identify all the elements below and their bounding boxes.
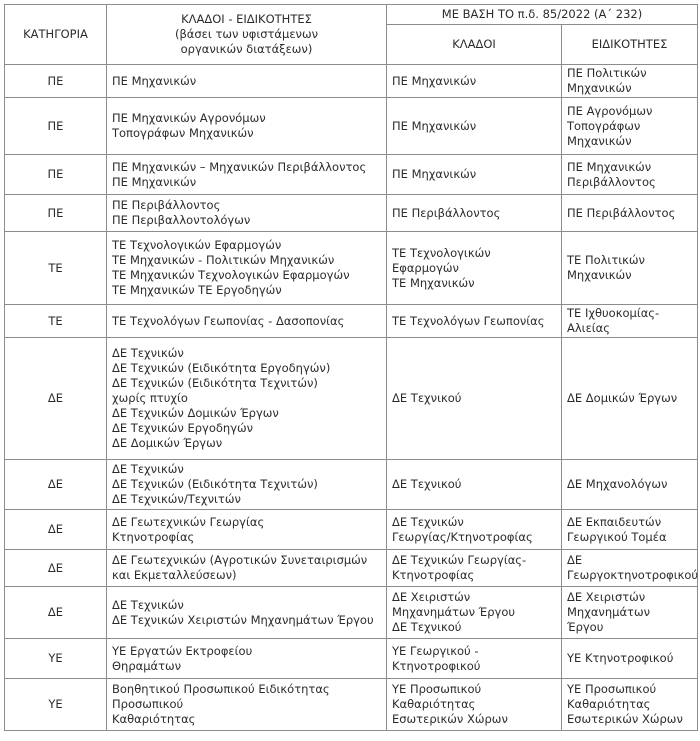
existing-branches-cell — [107, 679, 387, 731]
existing-line: ΠΕ Μηχανικών — [112, 174, 197, 189]
specialty-line: Μηχανικών — [567, 81, 632, 95]
existing-line: ΔΕ Τεχνικών Δομικών Έργων — [112, 406, 279, 420]
table-row — [5, 65, 698, 98]
specialty-line: ΤΕ Ιχθυοκομίας- — [567, 306, 660, 320]
specialty-line: ΥΕ Προσωπικού — [567, 682, 657, 696]
new-specialty-cell — [562, 65, 698, 98]
header-existing-subtitle: (βάσει των υφιστάμενων — [174, 27, 319, 41]
new-branch-cell — [387, 639, 562, 679]
existing-line: ΠΕ Περιβάλλοντος — [112, 198, 221, 212]
existing-line: ΠΕ Περιβαλλοντολόγων — [112, 213, 251, 227]
new-branch-cell — [387, 195, 562, 232]
header-new-branches: ΚΛΑΔΟΙ — [387, 25, 562, 65]
existing-line: ΔΕ Τεχνικών (Ειδικότητα Τεχνιτών) — [112, 477, 318, 491]
new-specialty-cell — [562, 460, 698, 510]
existing-branches-cell — [107, 65, 387, 98]
specialty-line: Μηχανικών — [567, 133, 632, 148]
branch-line: Γεωργίας/Κτηνοτροφίας — [392, 529, 533, 544]
existing-line: ΔΕ Τεχνικών — [112, 597, 184, 612]
existing-branches-cell — [107, 510, 387, 550]
branch-line: Εφαρμογών — [392, 260, 459, 275]
existing-branches-cell — [107, 639, 387, 679]
specialty-line: Μηχανημάτων — [567, 605, 651, 619]
new-branch-cell — [387, 510, 562, 550]
specialty-line: ΔΕ Εκπαιδευτών — [567, 514, 662, 529]
specialty-line: Μηχανικών — [567, 268, 632, 282]
new-specialty-cell — [562, 550, 698, 587]
branch-line: Εσωτερικών Χώρων — [392, 712, 508, 726]
existing-line: ΤΕ Μηχανικών - Πολιτικών Μηχανικών — [112, 253, 335, 267]
header-new-specialties: ΕΙΔΙΚΟΤΗΤΕΣ — [562, 25, 698, 65]
table-row — [5, 550, 698, 587]
category-cell: ΠΕ — [5, 195, 107, 232]
new-branch-cell — [387, 65, 562, 98]
table-row — [5, 155, 698, 195]
new-specialty-cell — [562, 155, 698, 195]
existing-line: Προσωπικού — [112, 697, 184, 711]
new-branch-cell — [387, 155, 562, 195]
table-row — [5, 338, 698, 460]
existing-line: χωρίς πτυχίο — [112, 391, 188, 405]
category-cell: ΔΕ — [5, 460, 107, 510]
branch-line: ΥΕ Γεωργικού - — [392, 643, 479, 658]
specialty-line: Αλιείας — [567, 321, 611, 335]
new-specialty-cell — [562, 98, 698, 155]
existing-line: ΔΕ Γεωτεχνικών (Αγροτικών Συνεταιρισμών — [112, 553, 368, 567]
existing-line: ΠΕ Μηχανικών — [112, 73, 197, 88]
branch-line: Καθαριότητας — [392, 697, 476, 711]
existing-line: ΔΕ Τεχνικών Χειριστών Μηχανημάτων Έργου — [112, 612, 374, 627]
specialty-line: ΠΕ Περιβάλλοντος — [567, 205, 676, 220]
branch-line: ΤΕ Τεχνολόγων Γεωπονίας — [392, 313, 545, 328]
existing-line: ΔΕ Τεχνικών Εργοδηγών — [112, 421, 254, 435]
new-specialty-cell — [562, 679, 698, 731]
header-new-title: ΜΕ ΒΑΣΗ ΤΟ π.δ. 85/2022 (Α΄ 232) — [387, 5, 698, 25]
specialty-line: ΔΕ Μηχανολόγων — [567, 477, 668, 491]
category-cell: ΥΕ — [5, 679, 107, 731]
table-header — [5, 5, 698, 65]
table-row — [5, 305, 698, 338]
new-specialty-cell — [562, 338, 698, 460]
category-cell: ΠΕ — [5, 155, 107, 195]
specialty-line: ΠΕ Αγρονόμων — [567, 103, 653, 118]
existing-line: ΤΕ Τεχνολόγων Γεωπονίας - Δασοπονίας — [112, 313, 345, 328]
header-existing — [107, 5, 387, 65]
branch-line: Μηχανημάτων Έργου — [392, 605, 516, 619]
existing-branches-cell — [107, 550, 387, 587]
existing-line: ΤΕ Μηχανικών ΤΕ Εργοδηγών — [112, 283, 282, 297]
existing-branches-cell — [107, 305, 387, 338]
specialty-line: ΔΕ Χειριστών — [567, 590, 646, 604]
new-branch-cell — [387, 338, 562, 460]
new-specialty-cell — [562, 232, 698, 305]
category-cell: ΠΕ — [5, 65, 107, 98]
table-row — [5, 510, 698, 550]
table-row — [5, 587, 698, 639]
specialty-line: ΤΕ Πολιτικών — [567, 253, 645, 267]
new-specialty-cell — [562, 510, 698, 550]
category-cell: ΤΕ — [5, 232, 107, 305]
existing-branches-cell — [107, 587, 387, 639]
existing-line: ΔΕ Τεχνικών — [112, 346, 184, 360]
existing-line: Καθαριότητας — [112, 712, 196, 726]
branch-line: ΤΕ Μηχανικών — [392, 275, 475, 290]
specialties-mapping-table — [4, 4, 698, 731]
table-row — [5, 639, 698, 679]
new-branch-cell — [387, 679, 562, 731]
table-row — [5, 460, 698, 510]
branch-line: ΤΕ Τεχνολογικών — [392, 245, 491, 260]
new-branch-cell — [387, 587, 562, 639]
branch-line: Κτηνοτροφικού — [392, 658, 481, 673]
existing-line: ΤΕ Μηχανικών Τεχνολογικών Εφαρμογών — [112, 268, 350, 282]
table-body — [5, 65, 698, 731]
branch-line: ΥΕ Προσωπικού — [392, 682, 482, 696]
specialty-line: Γεωργικού Τομέα — [567, 529, 667, 544]
existing-line: ΔΕ Τεχνικών — [112, 462, 184, 476]
existing-line: Τοπογράφων Μηχανικών — [112, 126, 254, 140]
specialty-line: Τοπογράφων — [567, 118, 641, 133]
new-specialty-cell — [562, 587, 698, 639]
branch-line: ΔΕ Τεχνικού — [392, 477, 462, 491]
existing-line: Κτηνοτροφίας — [112, 529, 195, 544]
specialty-line: Έργου — [567, 620, 604, 634]
branch-line: ΠΕ Μηχανικών — [392, 73, 477, 88]
new-branch-cell — [387, 550, 562, 587]
existing-branches-cell — [107, 460, 387, 510]
new-branch-cell — [387, 232, 562, 305]
existing-line: ΔΕ Δομικών Έργων — [112, 436, 223, 450]
existing-branches-cell — [107, 98, 387, 155]
new-branch-cell — [387, 305, 562, 338]
branch-line: ΔΕ Τεχνικού — [392, 391, 462, 405]
existing-branches-cell — [107, 195, 387, 232]
category-cell: ΠΕ — [5, 98, 107, 155]
category-cell: ΔΕ — [5, 550, 107, 587]
branch-line: ΠΕ Περιβάλλοντος — [392, 205, 501, 220]
branch-line: ΔΕ Τεχνικών Γεωργίας- — [392, 553, 527, 567]
header-existing-subtitle: οργανικών διατάξεων) — [180, 42, 313, 56]
specialty-line: Γεωργοκτηνοτροφικού — [567, 568, 699, 582]
branch-line: ΔΕ Τεχνικού — [392, 620, 462, 634]
branch-line: ΠΕ Μηχανικών — [392, 167, 477, 181]
new-branch-cell — [387, 98, 562, 155]
header-category: ΚΑΤΗΓΟΡΙΑ — [5, 5, 107, 65]
category-cell: ΥΕ — [5, 639, 107, 679]
existing-line: ΔΕ Τεχνικών (Ειδικότητα Εργοδηγών) — [112, 361, 331, 375]
existing-branches-cell — [107, 338, 387, 460]
existing-line: ΥΕ Εργατών Εκτροφείου — [112, 643, 253, 658]
existing-line: ΤΕ Τεχνολογικών Εφαρμογών — [112, 238, 282, 252]
branch-line: ΔΕ Τεχνικών — [392, 514, 464, 529]
category-cell: ΔΕ — [5, 510, 107, 550]
category-cell: ΔΕ — [5, 587, 107, 639]
table-row — [5, 232, 698, 305]
specialty-line: ΔΕ — [567, 553, 583, 567]
specialty-line: Περιβάλλοντος — [567, 174, 656, 189]
existing-branches-cell — [107, 155, 387, 195]
specialty-line: Εσωτερικών Χώρων — [567, 712, 683, 726]
existing-line: ΔΕ Τεχνικών (Ειδικότητα Τεχνιτών) — [112, 376, 318, 390]
existing-line: ΠΕ Μηχανικών – Μηχανικών Περιβάλλοντος — [112, 159, 367, 174]
new-specialty-cell — [562, 305, 698, 338]
existing-line: ΔΕ Γεωτεχνικών Γεωργίας — [112, 514, 265, 529]
table-row — [5, 679, 698, 731]
specialty-line: ΠΕ Πολιτικών — [567, 66, 647, 80]
specialty-line: ΥΕ Κτηνοτροφικού — [567, 651, 674, 665]
existing-line: και Εκμεταλλεύσεων) — [112, 568, 237, 582]
existing-line: ΠΕ Μηχανικών Αγρονόμων — [112, 111, 266, 125]
branch-line: ΠΕ Μηχανικών — [392, 118, 477, 133]
branch-line: Κτηνοτροφίας — [392, 568, 475, 582]
existing-line: Βοηθητικού Προσωπικού Ειδικότητας — [112, 682, 330, 696]
category-cell: ΔΕ — [5, 338, 107, 460]
existing-line: Θηραμάτων — [112, 658, 182, 673]
new-specialty-cell — [562, 639, 698, 679]
specialty-line: Καθαριότητας — [567, 697, 651, 711]
existing-line: ΔΕ Τεχνικών/Τεχνιτών — [112, 492, 241, 506]
branch-line: ΔΕ Χειριστών — [392, 590, 471, 604]
new-branch-cell — [387, 460, 562, 510]
table-row — [5, 98, 698, 155]
category-cell: ΤΕ — [5, 305, 107, 338]
specialty-line: ΠΕ Μηχανικών — [567, 159, 652, 174]
new-specialty-cell — [562, 195, 698, 232]
header-existing-title: ΚΛΑΔΟΙ - ΕΙΔΙΚΟΤΗΤΕΣ — [181, 12, 312, 26]
table-row — [5, 195, 698, 232]
existing-branches-cell — [107, 232, 387, 305]
specialty-line: ΔΕ Δομικών Έργων — [567, 391, 678, 405]
